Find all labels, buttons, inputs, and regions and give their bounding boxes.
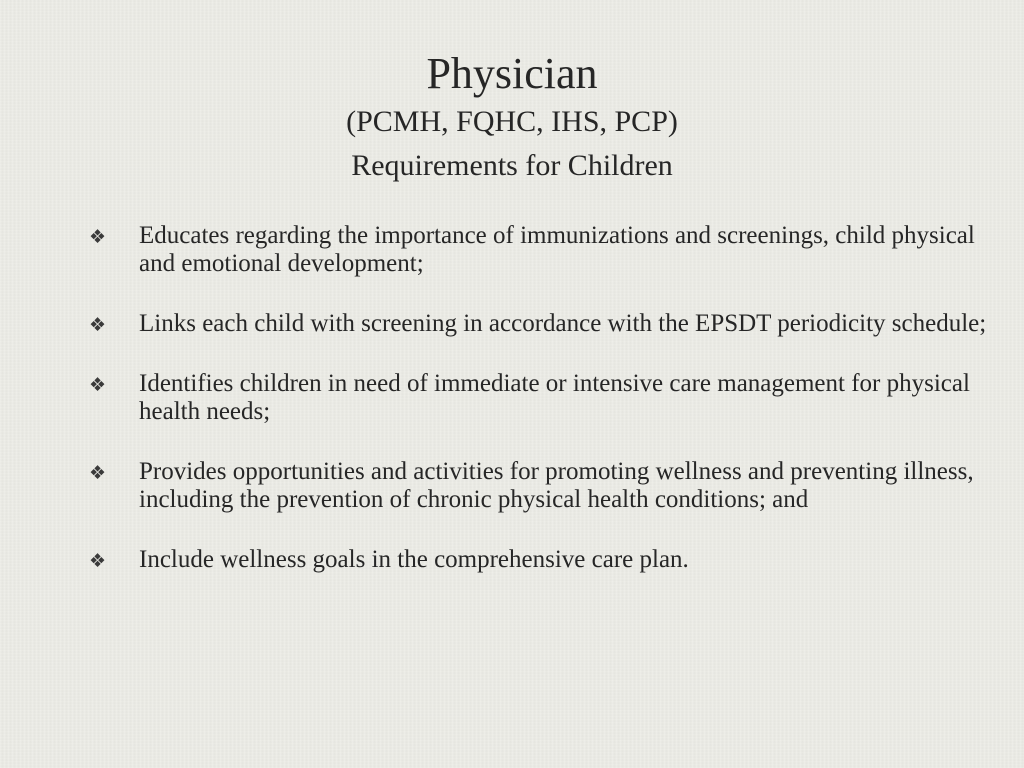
bullet-text: Provides opportunities and activities for promoting wellness and preventing illness, including the prevention of chronic physical health conditions; and	[139, 458, 974, 513]
diamond-bullet-icon: ❖	[89, 374, 107, 396]
bullet-text: Links each child with screening in accordance with the EPSDT periodicity schedule;	[139, 310, 987, 337]
diamond-bullet-icon: ❖	[89, 226, 107, 248]
bullet-text: Include wellness goals in the comprehensive care plan.	[139, 546, 689, 573]
list-item	[0, 222, 1024, 278]
diamond-bullet-icon: ❖	[89, 314, 107, 336]
title-main: Physician	[426, 49, 598, 98]
bullet-text: Educates regarding the importance of immunizations and screenings, child physical and emotional development;	[139, 222, 975, 277]
diamond-bullet-icon: ❖	[89, 462, 107, 484]
title-subtitle-requirements: Requirements for Children	[351, 149, 673, 182]
title-subtitle-acronyms: (PCMH, FQHC, IHS, PCP)	[346, 105, 678, 138]
diamond-bullet-icon: ❖	[89, 550, 107, 572]
bullet-text: Identifies children in need of immediate or intensive care management for physical health needs;	[139, 370, 970, 425]
bullet-list	[0, 222, 1024, 606]
list-item	[0, 546, 1024, 574]
list-item	[0, 310, 1024, 338]
list-item	[0, 370, 1024, 426]
list-item	[0, 458, 1024, 514]
slide-title	[0, 48, 1024, 188]
